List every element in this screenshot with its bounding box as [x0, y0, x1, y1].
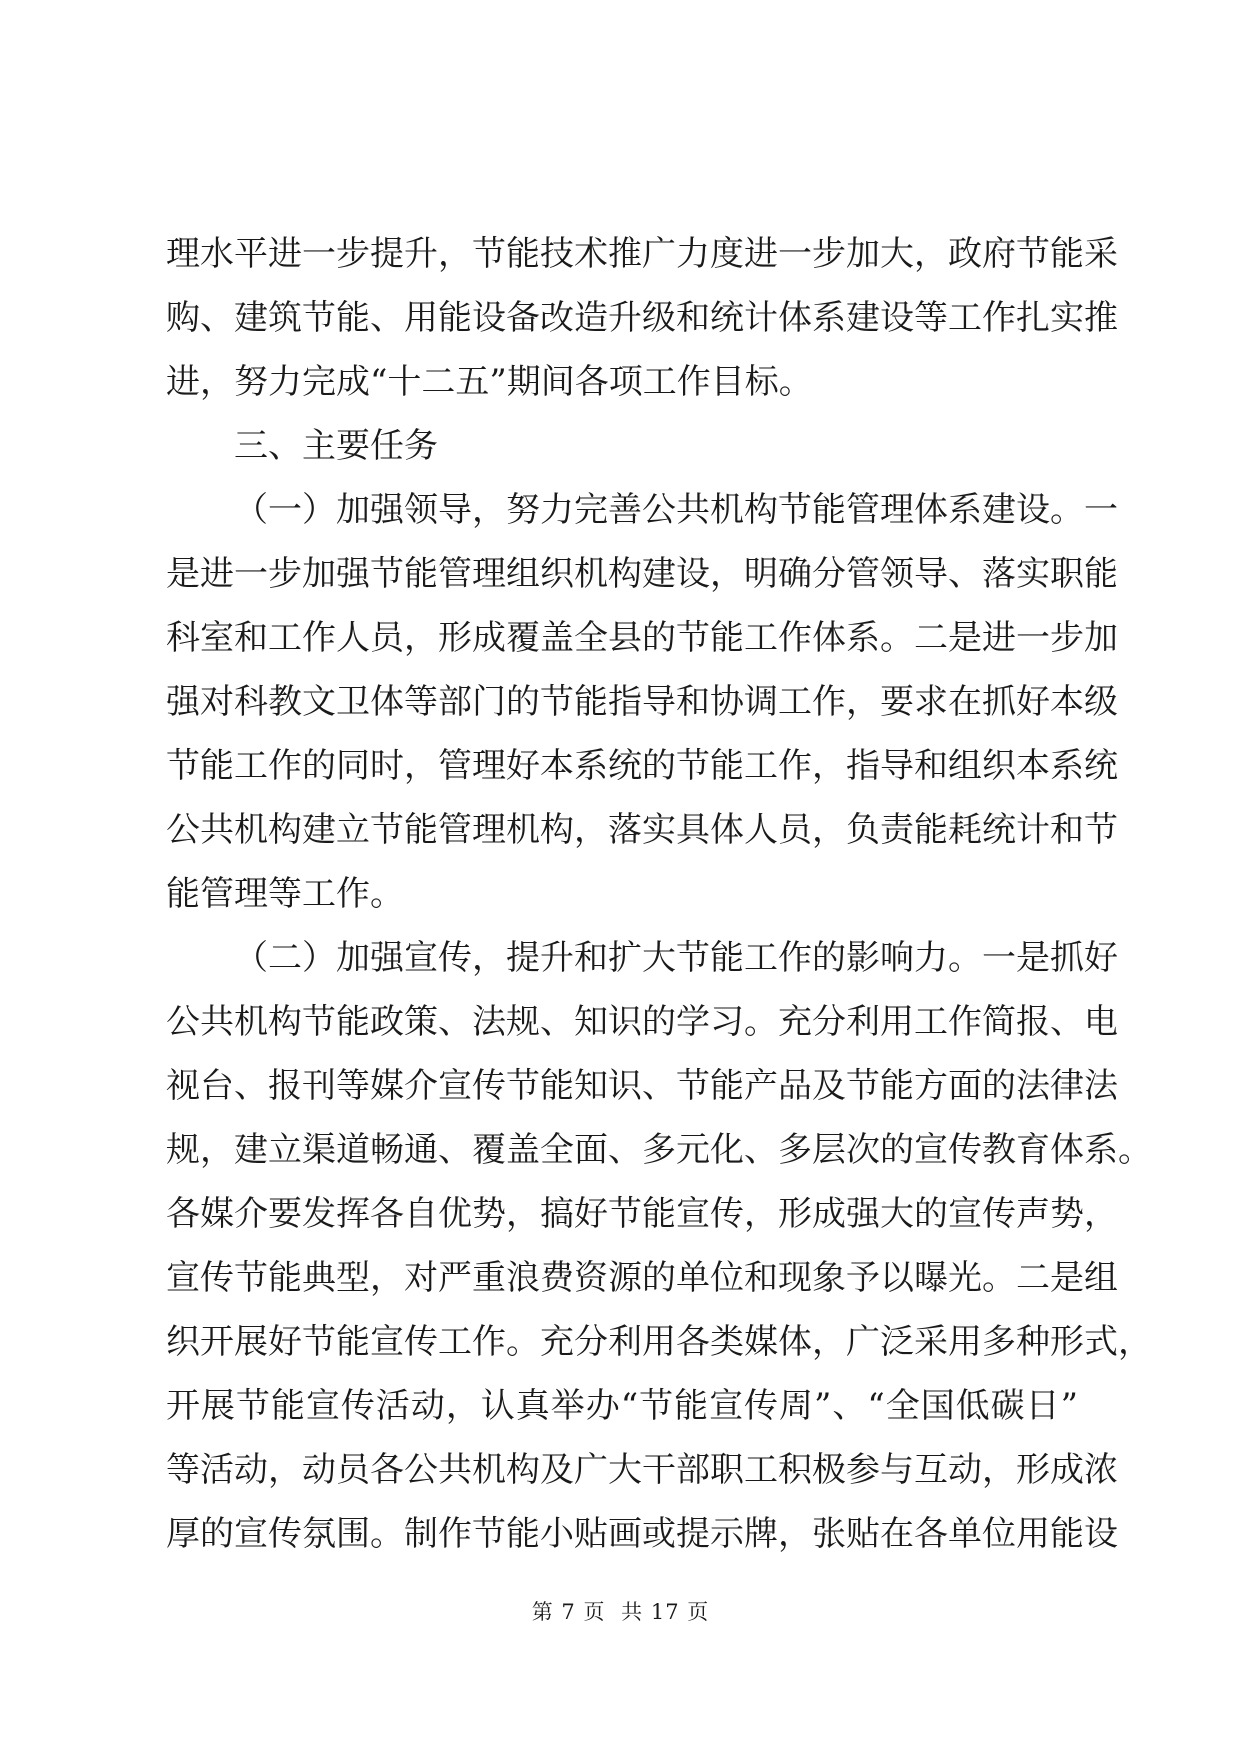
text-line: 能管理等工作。: [166, 874, 404, 914]
text-line: 强对科教文卫体等部门的节能指导和协调工作，要求在抓好本级: [166, 682, 1118, 722]
text-line: 是进一步加强节能管理组织机构建设，明确分管领导、落实职能: [166, 554, 1118, 594]
text-line: 节能工作的同时，管理好本系统的节能工作，指导和组织本系统: [166, 746, 1118, 786]
text-line: 规，建立渠道畅通、覆盖全面、多元化、多层次的宣传教育体系。: [166, 1130, 1152, 1170]
text-line: 科室和工作人员，形成覆盖全县的节能工作体系。二是进一步加: [166, 618, 1118, 658]
section-heading: 三、主要任务: [234, 426, 438, 466]
text-line: 等活动，动员各公共机构及广大干部职工积极参与互动，形成浓: [166, 1450, 1118, 1490]
text-line: 购、建筑节能、用能设备改造升级和统计体系建设等工作扎实推: [166, 298, 1118, 338]
page-footer: [0, 1596, 1241, 1626]
page-total: 共 17 页: [621, 1600, 710, 1624]
text-line: 各媒介要发挥各自优势，搞好节能宣传，形成强大的宣传声势，: [166, 1194, 1118, 1234]
paragraph-first-line: （二）加强宣传，提升和扩大节能工作的影响力。一是抓好: [234, 938, 1118, 978]
page-number: 第 7 页: [531, 1600, 606, 1624]
text-line: 厚的宣传氛围。制作节能小贴画或提示牌，张贴在各单位用能设: [166, 1514, 1118, 1554]
text-line: 开展节能宣传活动，认真举办“节能宣传周”、“全国低碳日”: [166, 1386, 1078, 1426]
document-body: [166, 222, 1152, 1566]
text-line: 织开展好节能宣传工作。充分利用各类媒体，广泛采用多种形式，: [166, 1322, 1152, 1362]
text-line: 进，努力完成“十二五”期间各项工作目标。: [166, 362, 813, 402]
text-line: 视台、报刊等媒介宣传节能知识、节能产品及节能方面的法律法: [166, 1066, 1118, 1106]
paragraph-first-line: （一）加强领导，努力完善公共机构节能管理体系建设。一: [234, 490, 1118, 530]
text-line: 理水平进一步提升，节能技术推广力度进一步加大，政府节能采: [166, 234, 1118, 274]
text-line: 宣传节能典型，对严重浪费资源的单位和现象予以曝光。二是组: [166, 1258, 1118, 1298]
text-line: 公共机构节能政策、法规、知识的学习。充分利用工作简报、电: [166, 1002, 1118, 1042]
text-line: 公共机构建立节能管理机构，落实具体人员，负责能耗统计和节: [166, 810, 1118, 850]
